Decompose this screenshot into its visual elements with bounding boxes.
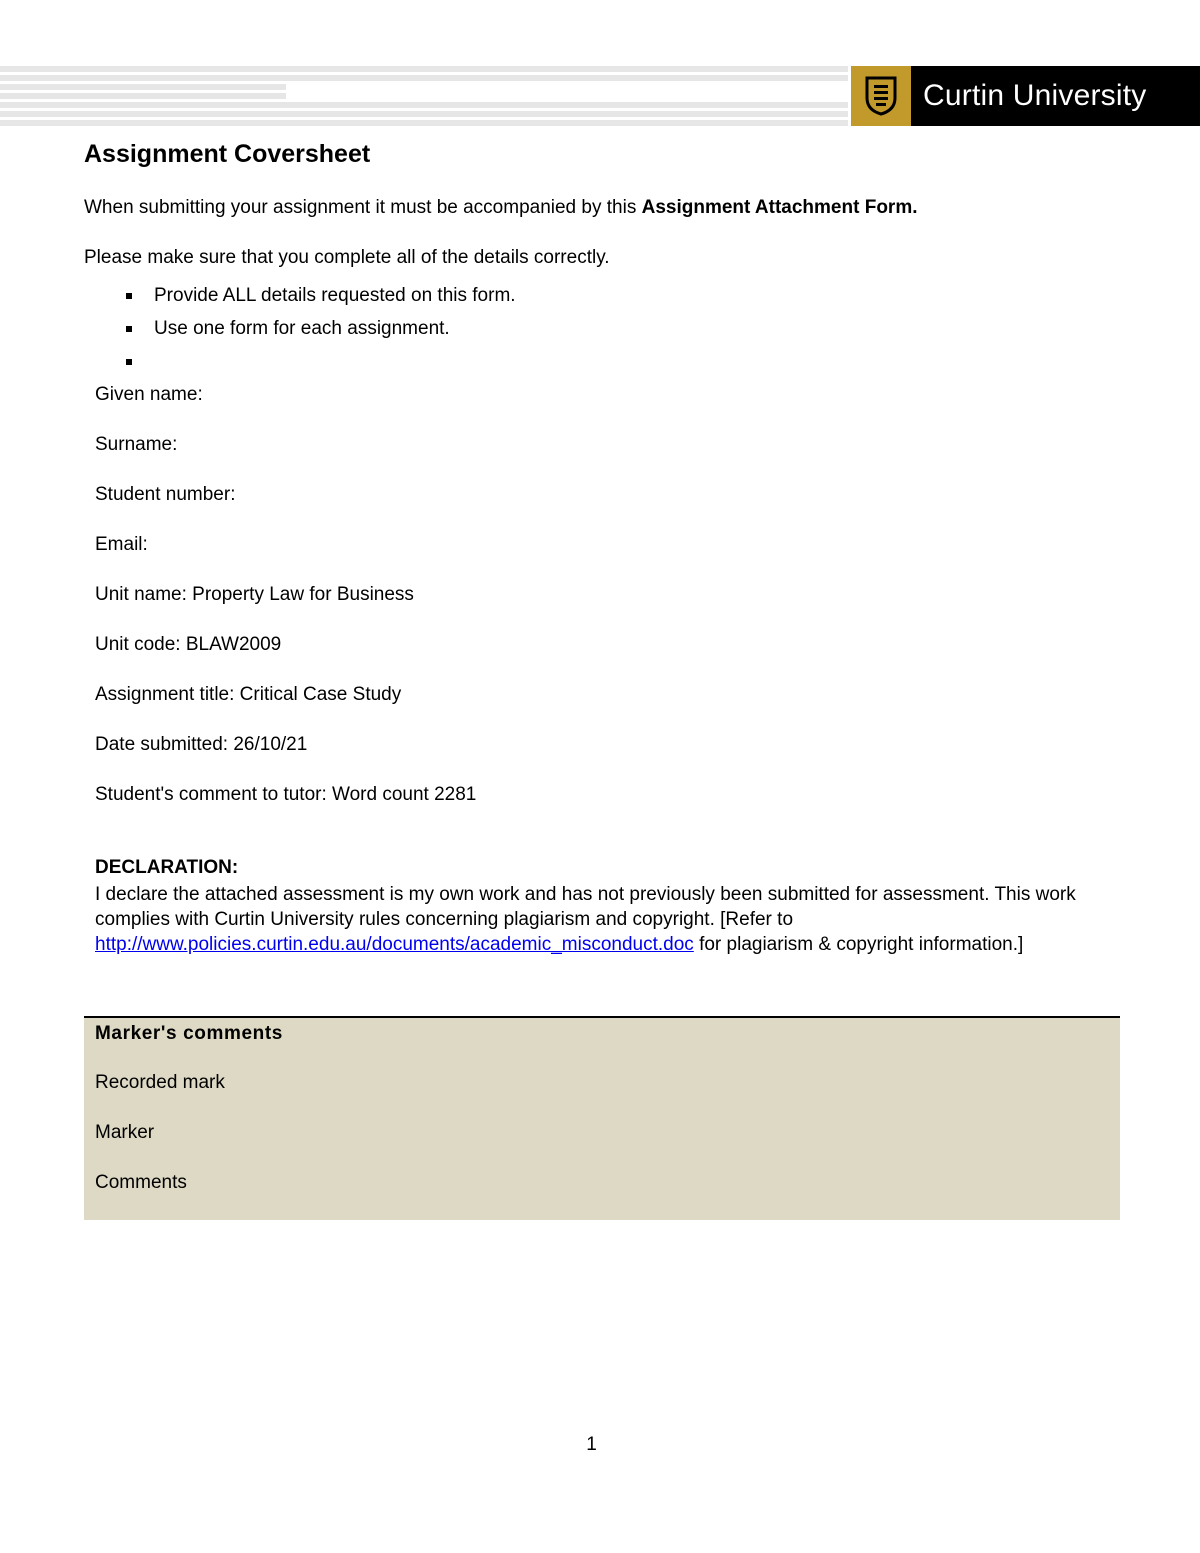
page-number: 1 <box>586 1434 597 1455</box>
bullet-icon <box>126 326 132 332</box>
header-stripes <box>0 66 848 126</box>
intro-prefix: When submitting your assignment it must be accompanied by this <box>84 197 642 218</box>
page-title: Assignment Coversheet <box>84 140 371 168</box>
curtin-shield-icon <box>851 66 911 126</box>
declaration-heading: DECLARATION: <box>95 857 239 878</box>
bullet-icon <box>126 293 132 299</box>
list-item: Use one form for each assignment. <box>120 317 516 350</box>
bullet-icon <box>126 359 132 365</box>
curtin-logo <box>851 66 1200 126</box>
marker-label: Marker <box>95 1122 155 1143</box>
list-item: Provide ALL details requested on this form. <box>120 284 516 317</box>
intro-text <box>84 197 918 219</box>
given-name-field: Given name: <box>95 384 203 405</box>
email-field: Email: <box>95 534 148 555</box>
marker-comments-title: Marker's comments <box>95 1023 283 1044</box>
instruction-list <box>120 284 516 383</box>
policy-link[interactable]: http://www.policies.curtin.edu.au/documents/academic_misconduct.doc <box>95 934 694 955</box>
logo-wordmark: Curtin University <box>923 79 1147 112</box>
comments-label: Comments <box>95 1172 187 1193</box>
marker-comments-box <box>84 1016 1120 1220</box>
student-number-field: Student number: <box>95 484 236 505</box>
assignment-title-field: Assignment title: Critical Case Study <box>95 684 402 705</box>
recorded-mark-label: Recorded mark <box>95 1072 225 1093</box>
intro-bold: Assignment Attachment Form. <box>641 197 918 218</box>
unit-name-field: Unit name: Property Law for Business <box>95 584 414 605</box>
declaration-text: I declare the attached assessment is my own work and has not previously been submitted for assessment. This work complies with Curtin University rules concerning plagiarism and copyright. [Refer to http://www.policies.curtin.edu.au/documents/academic_misconduct.doc for plagiarism & copyright information.] <box>95 884 1076 955</box>
student-comment-field: Student's comment to tutor: Word count 2281 <box>95 784 477 805</box>
surname-field: Surname: <box>95 434 178 455</box>
date-submitted-field: Date submitted: 26/10/21 <box>95 734 308 755</box>
unit-code-field: Unit code: BLAW2009 <box>95 634 282 655</box>
list-item <box>120 350 516 383</box>
instructions-text: Please make sure that you complete all of the details correctly. <box>84 247 610 268</box>
